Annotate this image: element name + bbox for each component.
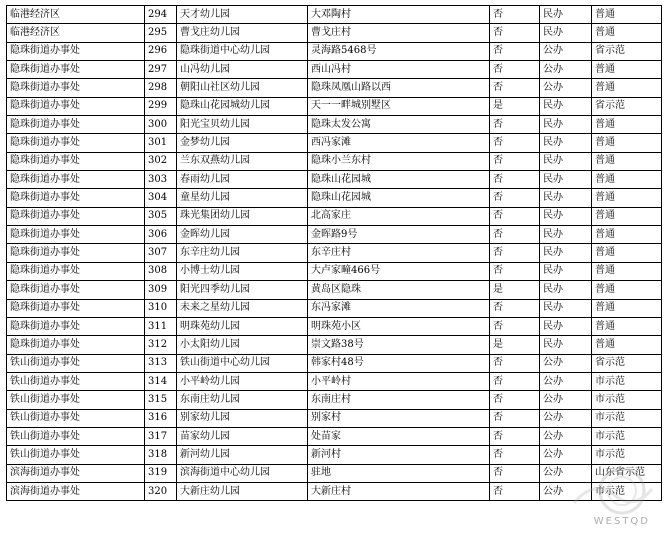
address-cell: 大卢家疃466号 <box>308 262 490 280</box>
kindergarten-name-cell: 隐珠山花园城幼儿园 <box>177 97 308 115</box>
kindergarten-name-cell: 小博士幼儿园 <box>177 262 308 280</box>
kindergarten-name-cell: 未来之星幼儿园 <box>177 299 308 317</box>
flag-cell: 否 <box>490 354 540 372</box>
table-row <box>7 336 662 354</box>
type-cell: 民办 <box>540 189 592 207</box>
district-cell: 隐珠街道办事处 <box>7 116 145 134</box>
number-cell: 295 <box>145 24 177 42</box>
level-cell: 普通 <box>592 244 662 262</box>
kindergarten-table-body <box>7 6 662 501</box>
type-cell: 公办 <box>540 446 592 464</box>
district-cell: 隐珠街道办事处 <box>7 79 145 97</box>
district-cell: 隐珠街道办事处 <box>7 61 145 79</box>
kindergarten-name-cell: 金梦幼儿园 <box>177 134 308 152</box>
level-cell: 市示范 <box>592 427 662 445</box>
address-cell: 隐珠太发公寓 <box>308 116 490 134</box>
flag-cell: 否 <box>490 24 540 42</box>
table-row <box>7 134 662 152</box>
type-cell: 民办 <box>540 207 592 225</box>
district-cell: 隐珠街道办事处 <box>7 317 145 335</box>
district-cell: 隐珠街道办事处 <box>7 299 145 317</box>
table-row <box>7 281 662 299</box>
number-cell: 302 <box>145 152 177 170</box>
district-cell: 隐珠街道办事处 <box>7 134 145 152</box>
kindergarten-name-cell: 山冯幼儿园 <box>177 61 308 79</box>
district-cell: 隐珠街道办事处 <box>7 244 145 262</box>
level-cell: 省示范 <box>592 97 662 115</box>
table-row <box>7 299 662 317</box>
number-cell: 304 <box>145 189 177 207</box>
flag-cell: 否 <box>490 409 540 427</box>
flag-cell: 否 <box>490 116 540 134</box>
level-cell: 市示范 <box>592 446 662 464</box>
level-cell: 普通 <box>592 262 662 280</box>
level-cell: 普通 <box>592 336 662 354</box>
flag-cell: 否 <box>490 244 540 262</box>
type-cell: 民办 <box>540 24 592 42</box>
address-cell: 隐珠山花园城 <box>308 189 490 207</box>
flag-cell: 否 <box>490 152 540 170</box>
type-cell: 公办 <box>540 427 592 445</box>
kindergarten-name-cell: 兰东双燕幼儿园 <box>177 152 308 170</box>
kindergarten-name-cell: 小太阳幼儿园 <box>177 336 308 354</box>
type-cell: 民办 <box>540 281 592 299</box>
address-cell: 东南庄村 <box>308 391 490 409</box>
table-row <box>7 79 662 97</box>
kindergarten-name-cell: 大新庄幼儿园 <box>177 482 308 500</box>
level-cell: 市示范 <box>592 372 662 390</box>
district-cell: 铁山街道办事处 <box>7 391 145 409</box>
flag-cell: 否 <box>490 134 540 152</box>
district-cell: 隐珠街道办事处 <box>7 42 145 60</box>
kindergarten-name-cell: 金晖幼儿园 <box>177 226 308 244</box>
flag-cell: 否 <box>490 482 540 500</box>
number-cell: 319 <box>145 464 177 482</box>
district-cell: 隐珠街道办事处 <box>7 226 145 244</box>
number-cell: 300 <box>145 116 177 134</box>
flag-cell: 否 <box>490 317 540 335</box>
table-row <box>7 226 662 244</box>
number-cell: 299 <box>145 97 177 115</box>
address-cell: 东辛庄村 <box>308 244 490 262</box>
number-cell: 312 <box>145 336 177 354</box>
address-cell: 灵海路5468号 <box>308 42 490 60</box>
level-cell: 普通 <box>592 281 662 299</box>
level-cell: 市示范 <box>592 391 662 409</box>
kindergarten-name-cell: 阳光宝贝幼儿园 <box>177 116 308 134</box>
number-cell: 313 <box>145 354 177 372</box>
kindergarten-name-cell: 曹戈庄幼儿园 <box>177 24 308 42</box>
district-cell: 隐珠街道办事处 <box>7 97 145 115</box>
number-cell: 297 <box>145 61 177 79</box>
kindergarten-name-cell: 东南庄幼儿园 <box>177 391 308 409</box>
number-cell: 296 <box>145 42 177 60</box>
table-row <box>7 42 662 60</box>
table-row <box>7 152 662 170</box>
flag-cell: 否 <box>490 61 540 79</box>
table-row <box>7 61 662 79</box>
type-cell: 民办 <box>540 226 592 244</box>
number-cell: 301 <box>145 134 177 152</box>
flag-cell: 否 <box>490 372 540 390</box>
kindergarten-name-cell: 苗家幼儿园 <box>177 427 308 445</box>
number-cell: 308 <box>145 262 177 280</box>
number-cell: 309 <box>145 281 177 299</box>
level-cell: 市示范 <box>592 482 662 500</box>
number-cell: 307 <box>145 244 177 262</box>
type-cell: 公办 <box>540 79 592 97</box>
district-cell: 隐珠街道办事处 <box>7 262 145 280</box>
level-cell: 普通 <box>592 6 662 24</box>
type-cell: 公办 <box>540 391 592 409</box>
district-cell: 隐珠街道办事处 <box>7 189 145 207</box>
number-cell: 320 <box>145 482 177 500</box>
district-cell: 隐珠街道办事处 <box>7 281 145 299</box>
level-cell: 普通 <box>592 152 662 170</box>
level-cell: 普通 <box>592 61 662 79</box>
district-cell: 临港经济区 <box>7 24 145 42</box>
flag-cell: 否 <box>490 262 540 280</box>
table-row <box>7 317 662 335</box>
kindergarten-name-cell: 别家幼儿园 <box>177 409 308 427</box>
type-cell: 民办 <box>540 262 592 280</box>
flag-cell: 否 <box>490 6 540 24</box>
flag-cell: 否 <box>490 299 540 317</box>
number-cell: 305 <box>145 207 177 225</box>
table-row <box>7 6 662 24</box>
table-row <box>7 409 662 427</box>
level-cell: 普通 <box>592 299 662 317</box>
level-cell: 普通 <box>592 171 662 189</box>
type-cell: 民办 <box>540 336 592 354</box>
address-cell: 韩家村48号 <box>308 354 490 372</box>
table-row <box>7 207 662 225</box>
district-cell: 隐珠街道办事处 <box>7 152 145 170</box>
table-row <box>7 372 662 390</box>
table-row <box>7 391 662 409</box>
district-cell: 铁山街道办事处 <box>7 446 145 464</box>
address-cell: 西冯家滩 <box>308 134 490 152</box>
number-cell: 315 <box>145 391 177 409</box>
address-cell: 大新庄村 <box>308 482 490 500</box>
number-cell: 303 <box>145 171 177 189</box>
type-cell: 公办 <box>540 464 592 482</box>
address-cell: 西山冯村 <box>308 61 490 79</box>
flag-cell: 否 <box>490 446 540 464</box>
address-cell: 处苗家 <box>308 427 490 445</box>
address-cell: 天一一畔城别墅区 <box>308 97 490 115</box>
level-cell: 普通 <box>592 226 662 244</box>
table-row <box>7 97 662 115</box>
kindergarten-name-cell: 明珠苑幼儿园 <box>177 317 308 335</box>
address-cell: 黄岛区隐珠 <box>308 281 490 299</box>
kindergarten-name-cell: 阳光四季幼儿园 <box>177 281 308 299</box>
level-cell: 普通 <box>592 134 662 152</box>
number-cell: 298 <box>145 79 177 97</box>
kindergarten-name-cell: 天才幼儿园 <box>177 6 308 24</box>
table-row <box>7 171 662 189</box>
flag-cell: 否 <box>490 79 540 97</box>
address-cell: 大邓陶村 <box>308 6 490 24</box>
level-cell: 普通 <box>592 24 662 42</box>
level-cell: 普通 <box>592 207 662 225</box>
number-cell: 316 <box>145 409 177 427</box>
level-cell: 市示范 <box>592 409 662 427</box>
kindergarten-table-sheet <box>6 5 662 501</box>
level-cell: 普通 <box>592 189 662 207</box>
table-row <box>7 24 662 42</box>
flag-cell: 否 <box>490 391 540 409</box>
flag-cell: 否 <box>490 427 540 445</box>
district-cell: 铁山街道办事处 <box>7 427 145 445</box>
level-cell: 山东省示范 <box>592 464 662 482</box>
number-cell: 318 <box>145 446 177 464</box>
type-cell: 民办 <box>540 152 592 170</box>
kindergarten-name-cell: 隐珠街道中心幼儿园 <box>177 42 308 60</box>
type-cell: 公办 <box>540 409 592 427</box>
table-row <box>7 116 662 134</box>
level-cell: 普通 <box>592 116 662 134</box>
address-cell: 隐珠山花园城 <box>308 171 490 189</box>
address-cell: 崇文路38号 <box>308 336 490 354</box>
type-cell: 公办 <box>540 482 592 500</box>
type-cell: 公办 <box>540 372 592 390</box>
district-cell: 临港经济区 <box>7 6 145 24</box>
type-cell: 民办 <box>540 97 592 115</box>
kindergarten-name-cell: 朝阳山社区幼儿园 <box>177 79 308 97</box>
district-cell: 铁山街道办事处 <box>7 372 145 390</box>
flag-cell: 否 <box>490 226 540 244</box>
kindergarten-name-cell: 滨海街道中心幼儿园 <box>177 464 308 482</box>
number-cell: 306 <box>145 226 177 244</box>
type-cell: 民办 <box>540 116 592 134</box>
kindergarten-name-cell: 春雨幼儿园 <box>177 171 308 189</box>
address-cell: 曹戈庄村 <box>308 24 490 42</box>
type-cell: 民办 <box>540 171 592 189</box>
flag-cell: 否 <box>490 464 540 482</box>
address-cell: 北高家庄 <box>308 207 490 225</box>
table-row <box>7 244 662 262</box>
number-cell: 314 <box>145 372 177 390</box>
number-cell: 311 <box>145 317 177 335</box>
kindergarten-name-cell: 新河幼儿园 <box>177 446 308 464</box>
type-cell: 民办 <box>540 317 592 335</box>
district-cell: 铁山街道办事处 <box>7 409 145 427</box>
kindergarten-table <box>6 5 662 501</box>
watermark-text: WESTQD <box>593 516 650 527</box>
flag-cell: 是 <box>490 97 540 115</box>
kindergarten-name-cell: 小平岭幼儿园 <box>177 372 308 390</box>
number-cell: 317 <box>145 427 177 445</box>
address-cell: 隐珠凤凰山路以西 <box>308 79 490 97</box>
type-cell: 民办 <box>540 299 592 317</box>
level-cell: 普通 <box>592 79 662 97</box>
type-cell: 公办 <box>540 61 592 79</box>
flag-cell: 否 <box>490 207 540 225</box>
kindergarten-name-cell: 珠光集团幼儿园 <box>177 207 308 225</box>
type-cell: 公办 <box>540 42 592 60</box>
number-cell: 310 <box>145 299 177 317</box>
address-cell: 新河村 <box>308 446 490 464</box>
type-cell: 公办 <box>540 354 592 372</box>
table-row <box>7 354 662 372</box>
address-cell: 明珠苑小区 <box>308 317 490 335</box>
type-cell: 民办 <box>540 134 592 152</box>
address-cell: 隐珠小兰东村 <box>308 152 490 170</box>
table-row <box>7 189 662 207</box>
district-cell: 隐珠街道办事处 <box>7 336 145 354</box>
type-cell: 民办 <box>540 6 592 24</box>
flag-cell: 是 <box>490 336 540 354</box>
number-cell: 294 <box>145 6 177 24</box>
address-cell: 别家村 <box>308 409 490 427</box>
district-cell: 滨海街道办事处 <box>7 464 145 482</box>
flag-cell: 否 <box>490 171 540 189</box>
level-cell: 普通 <box>592 317 662 335</box>
address-cell: 驻地 <box>308 464 490 482</box>
kindergarten-name-cell: 童星幼儿园 <box>177 189 308 207</box>
type-cell: 民办 <box>540 244 592 262</box>
flag-cell: 否 <box>490 42 540 60</box>
flag-cell: 否 <box>490 189 540 207</box>
address-cell: 小平岭村 <box>308 372 490 390</box>
district-cell: 隐珠街道办事处 <box>7 207 145 225</box>
kindergarten-name-cell: 铁山街道中心幼儿园 <box>177 354 308 372</box>
district-cell: 滨海街道办事处 <box>7 482 145 500</box>
level-cell: 省示范 <box>592 354 662 372</box>
address-cell: 金晖路9号 <box>308 226 490 244</box>
kindergarten-name-cell: 东辛庄幼儿园 <box>177 244 308 262</box>
table-row <box>7 427 662 445</box>
table-row <box>7 262 662 280</box>
district-cell: 铁山街道办事处 <box>7 354 145 372</box>
flag-cell: 是 <box>490 281 540 299</box>
level-cell: 省示范 <box>592 42 662 60</box>
address-cell: 东冯家滩 <box>308 299 490 317</box>
district-cell: 隐珠街道办事处 <box>7 171 145 189</box>
